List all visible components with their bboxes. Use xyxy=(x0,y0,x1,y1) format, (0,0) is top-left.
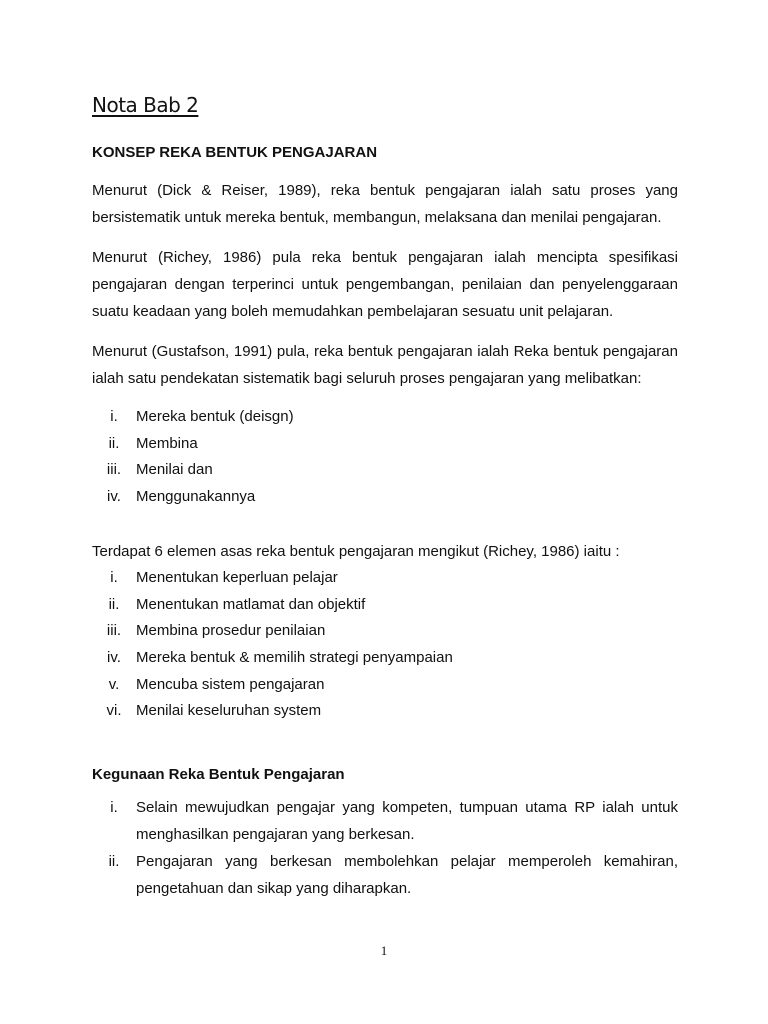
paragraph-dick-reiser: Menurut (Dick & Reiser, 1989), reka bentuk pengajaran ialah satu proses yang bersistematik untuk mereka bentuk, membangun, melaksana dan menilai pengajaran. xyxy=(92,182,678,226)
section-heading-kegunaan: Kegunaan Reka Bentuk Pengajaran xyxy=(92,766,345,783)
list-item xyxy=(92,794,678,848)
list-elemen-asas xyxy=(92,565,678,725)
list-item-number: iii. xyxy=(106,622,122,640)
paragraph-gustafson: Menurut (Gustafson, 1991) pula, reka bentuk pengajaran ialah Reka bentuk pengajaran ialah satu pendekatan sistematik bagi seluruh proses pengajaran yang melibatkan: xyxy=(92,343,678,387)
list-item-text: Mencuba sistem pengajaran xyxy=(136,675,325,693)
list-item xyxy=(92,431,678,458)
list-item xyxy=(92,618,678,645)
list-item-text: Selain mewujudkan pengajar yang kompeten, tumpuan utama RP ialah untuk menghasilkan pengajaran yang berkesan. xyxy=(136,799,678,843)
page-number: 1 xyxy=(380,943,388,958)
section-heading-konsep: KONSEP REKA BENTUK PENGAJARAN xyxy=(92,144,378,161)
list-item xyxy=(92,848,678,902)
list-item-number: v. xyxy=(108,675,120,693)
list-item xyxy=(92,457,678,484)
paragraph-elemen-asas: Terdapat 6 elemen asas reka bentuk pengajaran mengikut (Richey, 1986) iaitu : xyxy=(92,543,620,560)
list-item xyxy=(92,592,678,619)
list-item-number: iv. xyxy=(107,488,121,506)
list-item-text: Membina prosedur penilaian xyxy=(136,622,326,640)
list-item xyxy=(92,672,678,699)
list-item-number: ii. xyxy=(108,595,120,613)
list-item-text: Pengajaran yang berkesan membolehkan pelajar memperoleh kemahiran, pengetahuan dan sikap yang diharapkan. xyxy=(136,853,678,897)
list-item-number: iii. xyxy=(106,461,122,479)
list-item-number: ii. xyxy=(108,853,120,870)
list-item xyxy=(92,484,678,511)
list-item xyxy=(92,565,678,592)
list-item-number: i. xyxy=(110,408,118,425)
list-item-text: Menentukan keperluan pelajar xyxy=(136,569,338,586)
list-item xyxy=(92,698,678,725)
list-item-text: Menggunakannya xyxy=(136,488,256,506)
list-item-number: i. xyxy=(110,799,118,816)
list-item-number: vi. xyxy=(106,702,122,720)
list-item-number: ii. xyxy=(108,434,120,452)
page-title: Nota Bab 2 xyxy=(92,93,199,117)
list-item-text: Menentukan matlamat dan objektif xyxy=(136,595,366,613)
list-item-number: i. xyxy=(110,569,118,586)
list-item-number: iv. xyxy=(107,649,121,667)
list-gustafson-steps xyxy=(92,404,678,511)
list-kegunaan xyxy=(92,794,678,902)
list-item-text: Menilai dan xyxy=(136,461,213,479)
list-item xyxy=(92,404,678,431)
list-item-text: Mereka bentuk (deisgn) xyxy=(136,408,294,425)
paragraph-richey: Menurut (Richey, 1986) pula reka bentuk pengajaran ialah mencipta spesifikasi pengajaran dengan terperinci untuk pengembangan, penilaian dan penyelenggaraan suatu keadaan yang boleh memudahkan pembelajaran sesuatu unit pelajaran. xyxy=(92,249,678,320)
list-item-text: Menilai keseluruhan system xyxy=(136,702,322,720)
list-item-text: Mereka bentuk & memilih strategi penyampaian xyxy=(136,649,453,667)
list-item xyxy=(92,645,678,672)
list-item-text: Membina xyxy=(136,434,198,452)
